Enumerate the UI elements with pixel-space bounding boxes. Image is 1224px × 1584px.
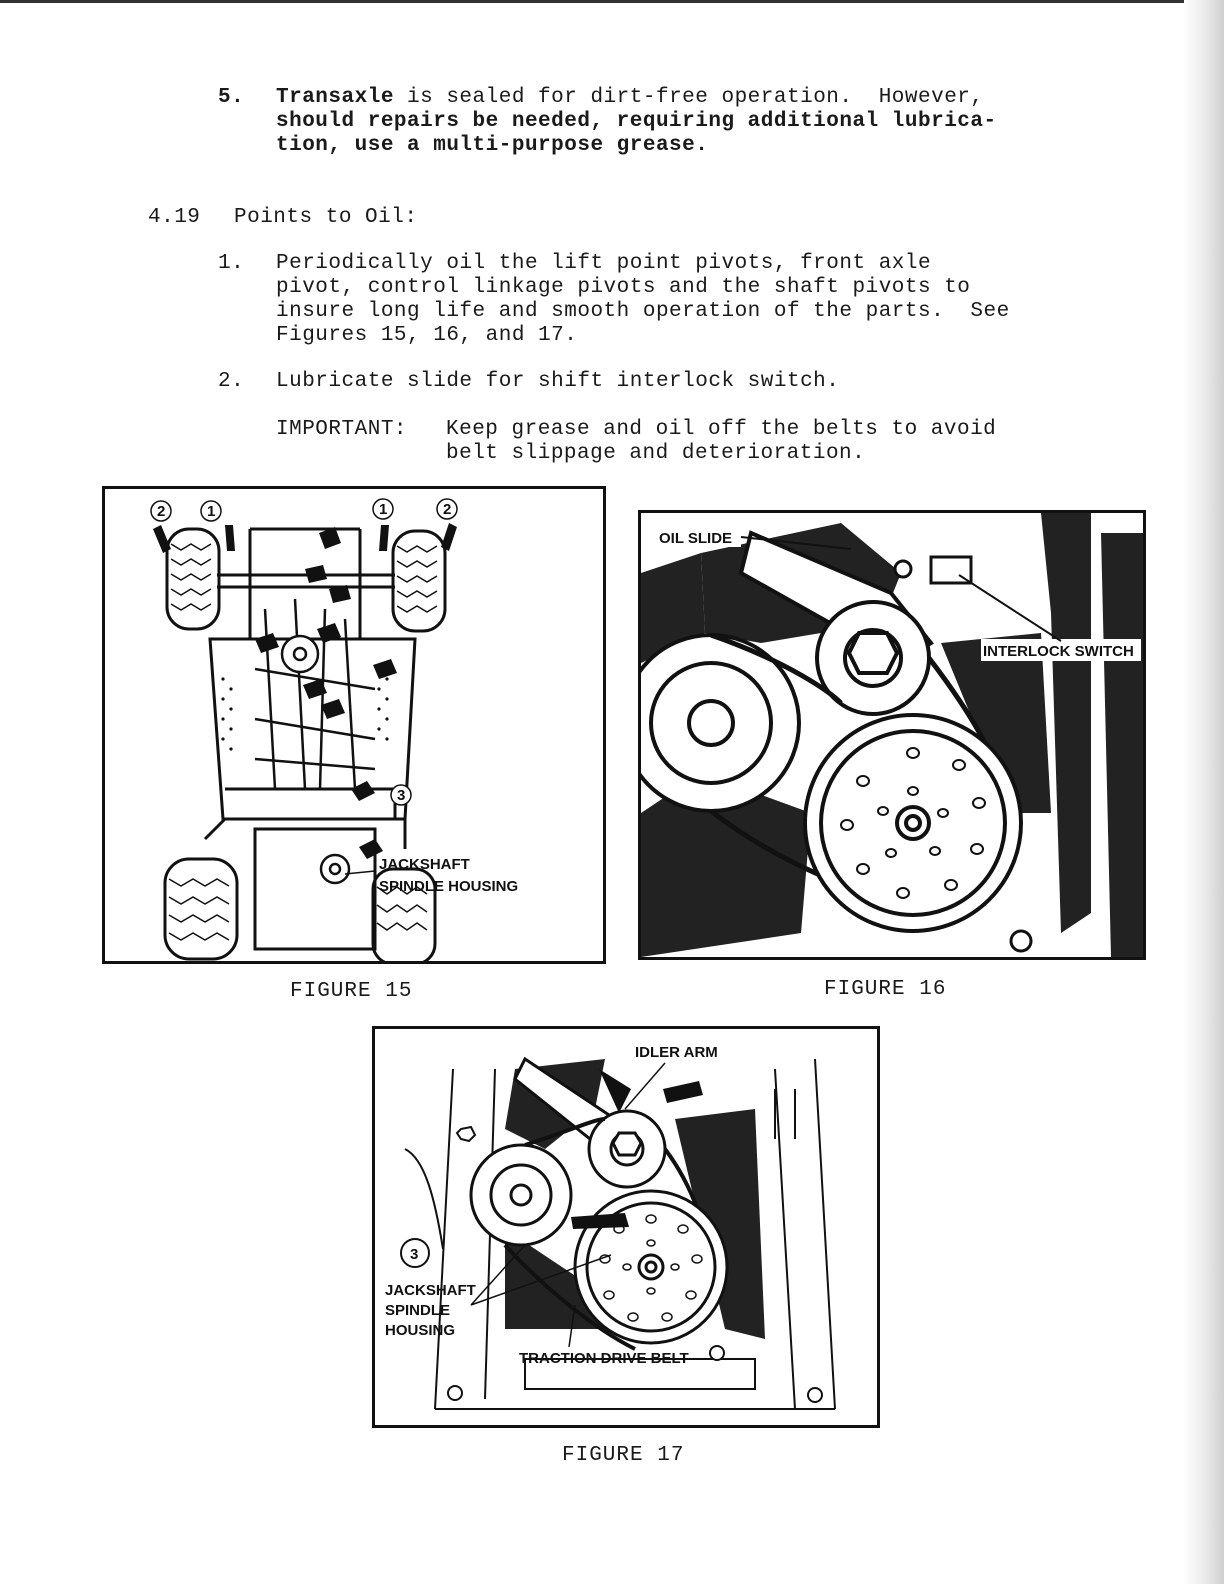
figure-17-illustration: [375, 1029, 877, 1425]
item5-line1-rest: is sealed for dirt-free operation. However,: [393, 86, 984, 109]
figure-15-image: [102, 486, 606, 964]
step1-line2: pivot, control linkage pivots and the shaft pivots to: [276, 276, 971, 299]
figure-15-illustration: [105, 489, 603, 961]
figure-16-image: [638, 510, 1146, 960]
figure-16-illustration: [641, 513, 1143, 957]
figure-16-caption: FIGURE 16: [824, 978, 947, 1001]
fig17-marker-3: 3: [410, 1246, 419, 1263]
important-line2: belt slippage and deterioration.: [446, 442, 866, 465]
figure-17-caption: FIGURE 17: [562, 1444, 685, 1467]
fig17-callout-idler-arm: IDLER ARM: [635, 1044, 718, 1061]
step1-line1: Periodically oil the lift point pivots, front axle: [276, 252, 932, 275]
fig15-marker-2a: 2: [157, 503, 166, 520]
item5-line2: should repairs be needed, requiring additional lubrica-: [276, 110, 997, 133]
scan-top-edge: [0, 0, 1224, 3]
step2-number: 2.: [218, 370, 245, 393]
step2-line1: Lubricate slide for shift interlock switch.: [276, 370, 840, 393]
fig15-callout-jackshaft: JACKSHAFT: [379, 856, 470, 873]
step1-number: 1.: [218, 252, 245, 275]
fig15-marker-1a: 1: [207, 503, 216, 520]
fig16-callout-oil-slide: OIL SLIDE: [659, 530, 733, 547]
fig17-callout-housing: HOUSING: [385, 1322, 456, 1339]
step1-line4: Figures 15, 16, and 17.: [276, 324, 578, 347]
section-title: Points to Oil:: [234, 206, 418, 229]
item5-number: 5.: [218, 86, 245, 109]
item5-line3: tion, use a multi-purpose grease.: [276, 134, 709, 157]
important-line1: Keep grease and oil off the belts to avoid: [446, 418, 997, 441]
fig17-callout-spindle: SPINDLE: [385, 1302, 451, 1319]
fig15-callout-spindle-housing: SPINDLE HOUSING: [379, 878, 519, 895]
figure-17-image: [372, 1026, 880, 1428]
step1-line3: insure long life and smooth operation of the parts. See: [276, 300, 1010, 323]
fig17-callout-traction-drive-belt: TRACTION DRIVE BELT: [519, 1350, 689, 1367]
section-number: 4.19: [148, 206, 201, 229]
fig17-callout-jackshaft: JACKSHAFT: [385, 1282, 476, 1299]
important-label: IMPORTANT:: [276, 418, 408, 441]
figure-15-caption: FIGURE 15: [290, 980, 413, 1003]
fig15-marker-3: 3: [397, 787, 406, 804]
fig15-marker-2b: 2: [443, 501, 452, 518]
fig16-callout-interlock-switch: INTERLOCK SWITCH: [983, 643, 1134, 660]
item5-lead: Transaxle: [276, 86, 394, 109]
page-edge-shadow: [1184, 0, 1224, 1584]
item5-line1: [276, 86, 984, 110]
fig15-marker-1b: 1: [379, 501, 388, 518]
